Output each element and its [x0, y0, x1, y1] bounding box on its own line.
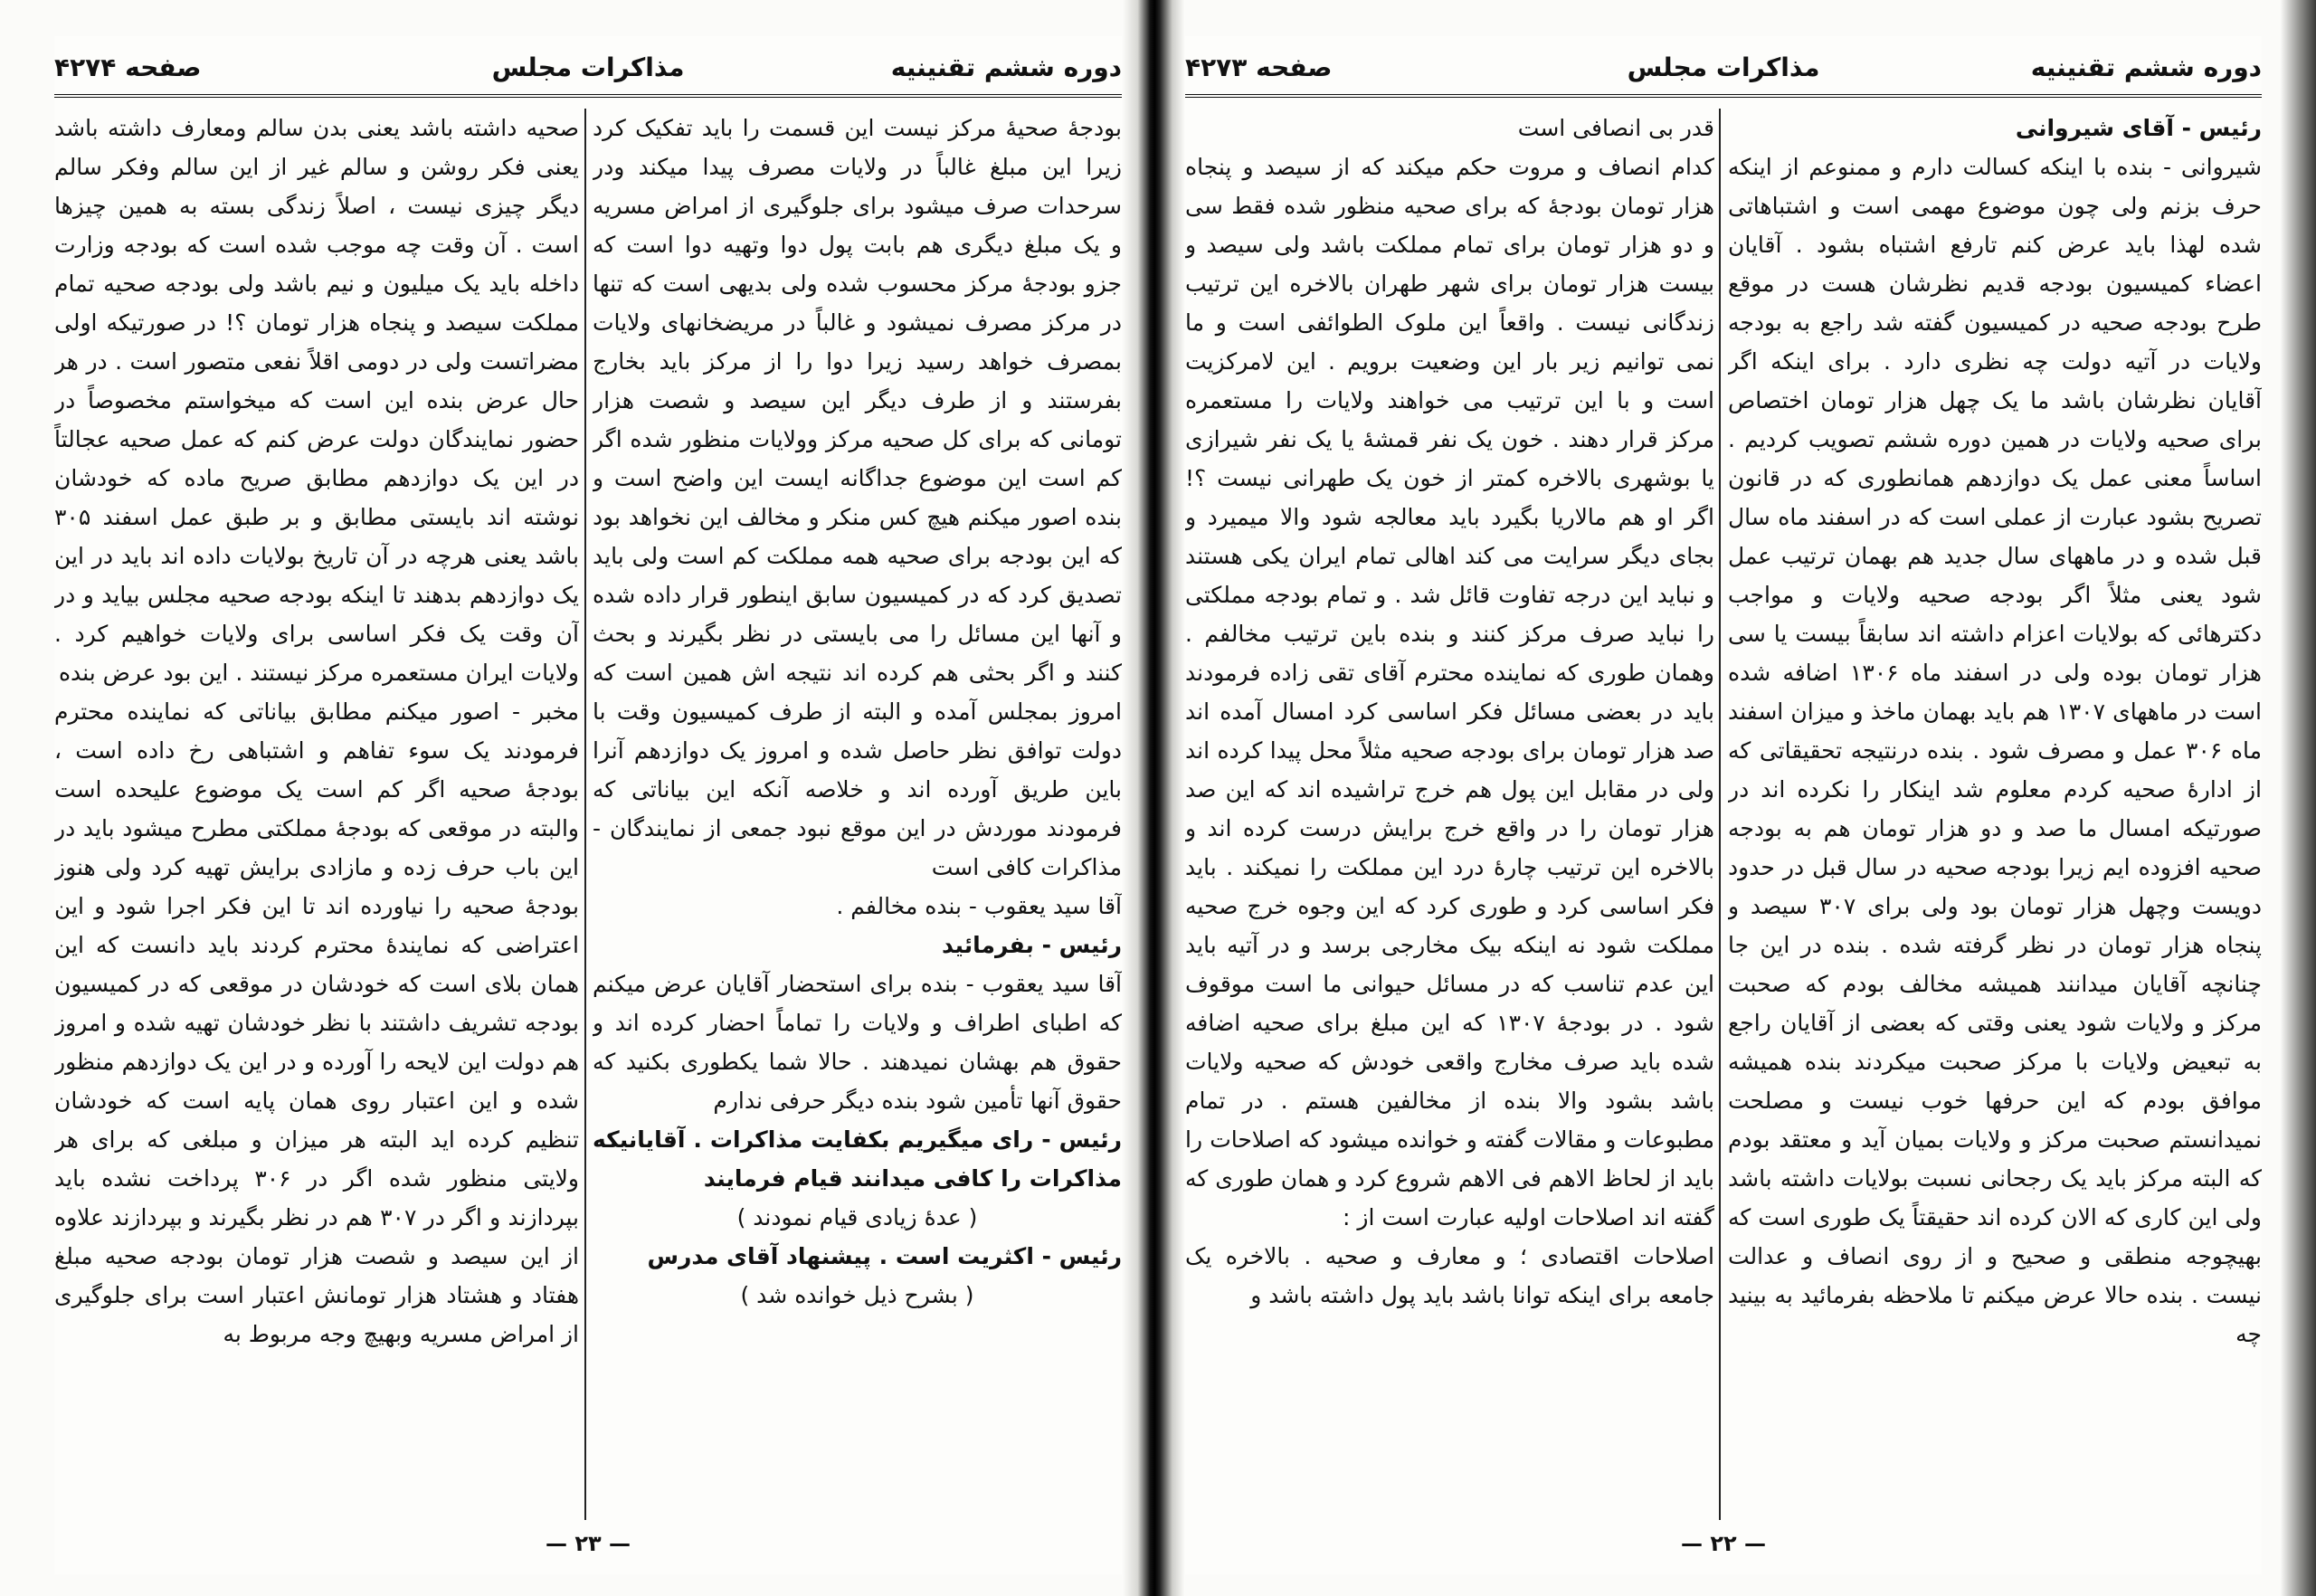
page-header [54, 52, 1122, 89]
header-page-number: صفحه ۴۲۷۳ [1185, 52, 1333, 82]
column-divider [1719, 109, 1721, 1520]
procedural-note: ( عدهٔ زیادی قیام نمودند ) [736, 1204, 978, 1230]
text-column-left [1185, 109, 1714, 1520]
paragraph: اصلاحات اقتصادی ؛ و معارف و صحیه . بالاخره یک جامعه برای اینکه توانا باشد باید پول داشته باشد و [1185, 1243, 1714, 1308]
speaker-line: رئیس - آقای شیروانی [2015, 115, 2262, 141]
header-session: دوره ششم تقنینیه [2030, 52, 2262, 82]
paragraph: قدر بی انصافی است [1517, 115, 1714, 141]
page-edge-shadow [2280, 0, 2316, 1596]
speaker-line: رئیس - رای میگیریم بکفایت مذاکرات . آقایانیکه مذاکرات را کافی میدانند قیام فرمایند [593, 1126, 1122, 1192]
paragraph: مخبر - اصور میکنم مطابق بیاناتی که نماینده محترم فرمودند یک سوء تفاهم و اشتباهی رخ داده است ، بودجهٔ صحیه اگر کم است یک موضوع علیحده است والبته در موقعی که بودجهٔ مملکتی مطرح میشود باید در این باب حرف زده و مازادی برایش تهیه کرد ولی هنوز بودجهٔ صحیه را نیاورده اند تا این فکر اجرا شود و این اعتراضی که نمایندهٔ محترم کردند باید دانست که این همان بلای است که خودشان در موقعی که در کمیسیون بودجه تشریف داشتند با نظر خودشان تهیه شده و امروز هم دولت این لایحه را آورده و در این یک دوازدهم منظور شده و این اعتبار روی همان پایه است که خودشان تنظیم کرده اید البته هر میزان و مبلغی که برای هر ولایتی منظور شده اگر در ۳۰۶ پرداخت نشده باید بپردازند و اگر در ۳۰۷ هم در نظر بگیرند و بپردازند علاوه از این سیصد و شصت هزار تومان بودجه صحیه مبلغ هفتاد و هشتاد هزار تومانش اعتبار است برای جلوگیری از امراض مسریه وبهیچ وجه مربوط به [54, 698, 579, 1347]
book-gutter [1122, 0, 1185, 1596]
paragraph: بودجهٔ صحیهٔ مرکز نیست این قسمت را باید تفکیک کرد زیرا این مبلغ غالباً در ولایات مصرف پیدا میکند ودر سرحدات صرف میشود برای جلوگیری از امراض مسریه و یک مبلغ دیگری هم بابت پول دوا وتهیه دوا است که جزو بودجهٔ مرکز محسوب شده ولی بدیهی است که تنها در مرکز مصرف نمیشود و غالباً در مریضخانهای ولایات بمصرف خواهد رسید زیرا دوا را از مرکز باید بخارج بفرستند و از طرف دیگر این سیصد و شصت هزار تومانی که برای کل صحیه مرکز وولایات منظور شده اگر کم است این موضوع جداگانه ایست این واضح است و بنده اصور میکنم هیچ کس منکر و مخالف این نخواهد بود که این بودجه برای صحیه همه مملکت کم است ولی باید تصدیق کرد که در کمیسیون سابق اینطور قرار داده شده و آنها این مسائل را می بایستی در نظر بگیرند و بحث کنند و اگر بحثی هم کرده اند نتیجه اش همین است که امروز بمجلس آمده و البته از طرف کمیسیون وقت با دولت توافق نظر حاصل شده و امروز یک دوازدهم آنرا باین طریق آورده اند و خلاصه آنکه این بیاناتی که فرمودند موردش در این موقع نبود جمعی از نمایندگان - مذاکرات کافی است [593, 115, 1122, 880]
speaker-line: رئیس - بفرمائید [942, 932, 1122, 958]
speaker-line: رئیس - اکثریت است . پیشنهاد آقای مدرس [647, 1243, 1122, 1269]
right-page [1185, 36, 2262, 1574]
text-column-left [54, 109, 579, 1520]
speaker-line: آقا سید یعقوب - بنده مخالفم . [836, 893, 1122, 919]
header-title: مذاکرات مجلس [1627, 52, 1820, 82]
procedural-note: ( بشرح ذیل خوانده شد ) [740, 1282, 974, 1308]
left-page [54, 36, 1122, 1574]
header-session: دوره ششم تقنینیه [890, 52, 1122, 82]
text-column-right [593, 109, 1122, 1520]
paragraph: کدام انصاف و مروت حکم میکند که از سیصد و پنجاه هزار تومان بودجهٔ که برای صحیه منظور شده فقط سی و دو هزار تومان برای تمام مملکت باشد ولی سیصد و بیست هزار تومان برای شهر طهران بالاخره این ترتیب زندگانی نیست . واقعاً این ملوک الطوائفی است و ما نمی توانیم زیر بار این وضعیت برویم . این لامرکزیت است و با این ترتیب می خواهند ولایات را مستعمره مرکز قرار دهند . خون یک نفر قمشهٔ یا یک نفر شیرازی یا بوشهری بالاخره کمتر از خون یک طهرانی نیست ؟! اگر او هم مالاریا بگیرد باید معالجه شود والا میمیرد و بجای دیگر سرایت می کند اهالی تمام ایران یکی هستند و نباید این درجه تفاوت قائل شد . و تمام بودجه مملکتی را نباید صرف مرکز کنند و بنده باین ترتیب مخالفم . وهمان طوری که نماینده محترم آقای تقی زاده فرمودند باید در بعضی مسائل فکر اساسی کرد امسال آمده اند صد هزار تومان برای بودجه صحیه مثلاً محل پیدا کرده اند ولی در مقابل این پول هم خرج تراشیده اند که این صد هزار تومان را در واقع خرج برایش درست کرده اند و بالاخره این ترتیب چارهٔ درد این مملکت را نمیکند . باید فکر اساسی کرد و طوری کرد که این وجوه خرج صحیه مملکت شود نه اینکه بیک مخارجی برسد و در آتیه باید این عدم تناسب که در مسائل حیوانی ما است موقوف شود . در بودجهٔ ۱۳۰۷ که این مبلغ برای صحیه اضافه شده باید صرف مخارج واقعی خودش که صحیه ولایات باشد بشود والا بنده از مخالفین هستم . در تمام مطبوعات و مقالات گفته و خوانده میشود که اصلاحات را باید از لحاظ الاهم فی الاهم شروع کرد و همان طوری که گفته اند اصلاحات اولیه عبارت است از : [1185, 154, 1714, 1230]
column-divider [584, 109, 586, 1520]
paragraph: صحیه داشته باشد یعنی بدن سالم ومعارف داشته باشد یعنی فکر روشن و سالم غیر از این سالم وفکر سالم دیگر چیزی نیست ، اصلاً زندگی بسته به همین چیزها است . آن وقت چه موجب شده است که بودجه وزارت داخله باید یک میلیون و نیم باشد ولی بودجه صحیه تمام مملکت سیصد و پنجاه هزار تومان ؟! در صورتیکه اولی مضراتست ولی در دومی اقلاً نفعی متصور است . در هر حال عرض بنده این است که میخواستم مخصوصاً در حضور نمایندگان دولت عرض کنم که عمل صحیه عجالتاً در این یک دوازدهم مطابق صریح ماده که خودشان نوشته اند بایستی مطابق و بر طبق عمل اسفند ۳۰۵ باشد یعنی هرچه در آن تاریخ بولایات داده اند باید در این یک دوازدهم بدهند تا اینکه بودجه صحیه مجلس بیاید و در آن وقت یک فکر اساسی برای ولایات خواهیم کرد . ولایات ایران مستعمره مرکز نیستند . این بود عرض بنده [54, 115, 579, 686]
paragraph: آقا سید یعقوب - بنده برای استحضار آقایان عرض میکنم که اطبای اطراف و ولایات را تماماً احضار کرده اند و حقوق هم بهشان نمیدهند . حالا شما یکطوری بکنید که حقوق آنها تأمین شود بنده دیگر حرفی ندارم [593, 971, 1122, 1114]
header-rule [54, 94, 1122, 98]
page-footer: — ۲۳ — [545, 1531, 631, 1556]
paragraph: شیروانی - بنده با اینکه کسالت دارم و ممنوعم از اینکه حرف بزنم ولی چون موضوع مهمی است و اشتباهاتی شده لهذا باید عرض کنم تارفع اشتباه بشود . آقایان اعضاء کمیسیون بودجه قدیم نظرشان هست در موقع طرح بودجه صحیه در کمیسیون گفته شد راجع به بودجه ولایات در آتیه دولت چه نظری دارد . برای اینکه اگر آقایان نظرشان باشد ما یک چهل هزار تومان اختصاص برای صحیه ولایات در همین دوره ششم تصویب کردیم . اساساً معنی عمل یک دوازدهم همانطوری که در قانون تصریح بشود عبارت از عملی است که در اسفند ماه سال قبل شده و در ماههای سال جدید هم بهمان ترتیب عمل شود یعنی مثلاً اگر بودجه صحیه ولایات و مواجب دکترهائی که بولایات اعزام داشته اند سابقاً بیست یا سی هزار تومان بوده ولی در اسفند ماه ۱۳۰۶ اضافه شده است در ماههای ۱۳۰۷ هم باید بهمان ماخذ و میزان اسفند ماه ۳۰۶ عمل و مصرف شود . بنده درنتیجه تحقیقاتی که از ادارهٔ صحیه کردم معلوم شد اینکار را نکرده اند در صورتیکه امسال ما صد و دو هزار تومان هم به بودجه صحیه افزوده ایم زیرا بودجه صحیه در سال قبل در حدود دویست وچهل هزار تومان بود ولی برای ۳۰۷ سیصد و پنجاه هزار تومان در نظر گرفته شده . بنده در این جا چنانچه آقایان میدانند همیشه مخالف بودم که صحبت مرکز و ولایات شود یعنی وقتی که بعضی از آقایان راجع به تبعیض ولایات با مرکز صحبت میکردند بنده همیشه موافق بودم که این حرفها خوب نیست و مصلحت نمیدانستم صحبت مرکز و ولایات بمیان آید و معتقد بودم که البته مرکز باید یک رجحانی نسبت بولایات داشته باشد ولی این کاری که الان کرده اند حقیقتاً یک طوری است که بهیچوجه منطقی و صحیح و از روی انصاف و عدالت نیست . بنده حالا عرض میکنم تا ملاحظه بفرمائید به بینید چه [1728, 154, 2262, 1347]
header-page-number: صفحه ۴۲۷۴ [54, 52, 202, 82]
header-title: مذاکرات مجلس [491, 52, 685, 82]
header-rule [1185, 94, 2262, 98]
page-footer: — ۲۲ — [1680, 1531, 1766, 1556]
page-header [1185, 52, 2262, 89]
text-column-right [1728, 109, 2262, 1520]
